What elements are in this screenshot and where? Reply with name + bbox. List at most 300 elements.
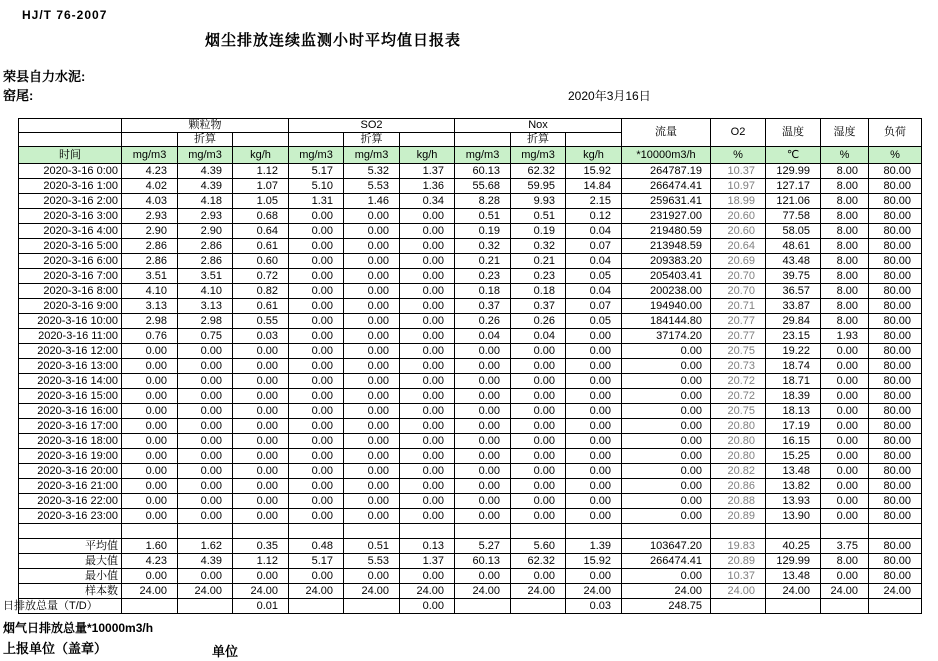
- value-cell: 0.32: [455, 239, 511, 254]
- table-row: [19, 314, 922, 329]
- value-cell: 0.00: [622, 479, 711, 494]
- summary-value: 24.00: [869, 584, 922, 599]
- page-title: 烟尘排放连续监测小时平均值日报表: [205, 32, 462, 49]
- value-cell: 0.00: [122, 404, 178, 419]
- value-cell: 0.00: [178, 509, 233, 524]
- value-cell: 8.00: [821, 299, 869, 314]
- col-header-o2: O2: [711, 119, 766, 147]
- value-cell: 129.99: [766, 164, 821, 179]
- value-cell: 0.07: [566, 239, 622, 254]
- value-cell: 0.00: [400, 344, 455, 359]
- value-cell: 18.74: [766, 359, 821, 374]
- value-cell: 0.00: [122, 479, 178, 494]
- summary-value: 5.53: [344, 554, 400, 569]
- value-cell: 80.00: [869, 224, 922, 239]
- value-cell: 20.72: [711, 389, 766, 404]
- value-cell: 127.17: [766, 179, 821, 194]
- value-cell: 0.37: [455, 299, 511, 314]
- value-cell: 231927.00: [622, 209, 711, 224]
- value-cell: 2.98: [122, 314, 178, 329]
- value-cell: 0.00: [344, 479, 400, 494]
- value-cell: 0.00: [178, 494, 233, 509]
- table-row: [19, 194, 922, 209]
- value-cell: 0.00: [344, 419, 400, 434]
- value-cell: 0.00: [455, 479, 511, 494]
- value-cell: 80.00: [869, 254, 922, 269]
- value-cell: 0.00: [233, 374, 289, 389]
- value-cell: 0.00: [400, 269, 455, 284]
- summary-value: 24.00: [233, 584, 289, 599]
- value-cell: 264787.19: [622, 164, 711, 179]
- summary-value: 24.00: [178, 584, 233, 599]
- value-cell: 0.00: [821, 359, 869, 374]
- value-cell: 0.00: [178, 464, 233, 479]
- value-cell: 80.00: [869, 434, 922, 449]
- value-cell: 0.00: [400, 224, 455, 239]
- value-cell: 0.00: [289, 254, 344, 269]
- value-cell: 0.64: [233, 224, 289, 239]
- value-cell: 20.80: [711, 449, 766, 464]
- value-cell: 0.00: [566, 479, 622, 494]
- summary-value: 1.37: [400, 554, 455, 569]
- value-cell: 55.68: [455, 179, 511, 194]
- unit-header-6: mg/m3: [455, 147, 511, 164]
- table-row: [19, 209, 922, 224]
- value-cell: 0.00: [233, 509, 289, 524]
- value-cell: 18.71: [766, 374, 821, 389]
- value-cell: 0.00: [566, 494, 622, 509]
- value-cell: 0.00: [400, 284, 455, 299]
- empty-cell: [511, 524, 566, 539]
- value-cell: 205403.41: [622, 269, 711, 284]
- summary-value: 24.00: [455, 584, 511, 599]
- value-cell: 0.68: [233, 209, 289, 224]
- value-cell: 0.00: [622, 344, 711, 359]
- summary-label: 样本数: [19, 584, 122, 599]
- empty-cell: [622, 524, 711, 539]
- time-header: 时间: [19, 147, 122, 164]
- value-cell: 36.57: [766, 284, 821, 299]
- value-cell: 0.00: [566, 389, 622, 404]
- value-cell: 0.00: [400, 464, 455, 479]
- table-row: [19, 344, 922, 359]
- value-cell: 0.00: [455, 374, 511, 389]
- value-cell: 80.00: [869, 359, 922, 374]
- value-cell: 8.00: [821, 194, 869, 209]
- value-cell: 0.18: [511, 284, 566, 299]
- value-cell: 0.00: [178, 449, 233, 464]
- value-cell: 0.00: [178, 434, 233, 449]
- value-cell: 18.13: [766, 404, 821, 419]
- summary-value: 24.00: [289, 584, 344, 599]
- value-cell: 0.00: [178, 374, 233, 389]
- value-cell: 43.48: [766, 254, 821, 269]
- value-cell: 10.97: [711, 179, 766, 194]
- daily-total-value: 0.03: [566, 599, 622, 614]
- value-cell: 0.00: [289, 284, 344, 299]
- value-cell: 0.00: [122, 494, 178, 509]
- time-cell: 2020-3-16 6:00: [19, 254, 122, 269]
- value-cell: 0.00: [178, 404, 233, 419]
- value-cell: 0.04: [566, 284, 622, 299]
- value-cell: 0.00: [511, 389, 566, 404]
- value-cell: 0.00: [289, 224, 344, 239]
- table-row: [19, 389, 922, 404]
- value-cell: 0.00: [344, 284, 400, 299]
- value-cell: 80.00: [869, 269, 922, 284]
- value-cell: 3.51: [178, 269, 233, 284]
- value-cell: 0.00: [566, 359, 622, 374]
- value-cell: 0.03: [233, 329, 289, 344]
- summary-value: 0.48: [289, 539, 344, 554]
- head-blank: [19, 133, 122, 147]
- value-cell: 0.75: [178, 329, 233, 344]
- summary-value: 40.25: [766, 539, 821, 554]
- daily-total-value: [821, 599, 869, 614]
- value-cell: 0.00: [344, 449, 400, 464]
- summary-value: 0.00: [289, 569, 344, 584]
- summary-value: 0.00: [511, 569, 566, 584]
- value-cell: 0.00: [233, 389, 289, 404]
- value-cell: 15.92: [566, 164, 622, 179]
- value-cell: 0.00: [511, 509, 566, 524]
- value-cell: 1.93: [821, 329, 869, 344]
- unit-header-9: *10000m3/h: [622, 147, 711, 164]
- summary-value: 4.39: [178, 554, 233, 569]
- value-cell: 0.00: [344, 509, 400, 524]
- unit-header-5: kg/h: [400, 147, 455, 164]
- value-cell: 0.72: [233, 269, 289, 284]
- value-cell: 0.00: [511, 419, 566, 434]
- value-cell: 20.70: [711, 284, 766, 299]
- value-cell: 0.00: [821, 509, 869, 524]
- table-row: [19, 239, 922, 254]
- value-cell: 0.00: [455, 389, 511, 404]
- value-cell: 2.86: [178, 239, 233, 254]
- value-cell: 0.00: [511, 479, 566, 494]
- value-cell: 0.00: [289, 359, 344, 374]
- value-cell: 20.60: [711, 209, 766, 224]
- time-cell: 2020-3-16 17:00: [19, 419, 122, 434]
- value-cell: 0.00: [622, 494, 711, 509]
- empty-cell: [711, 524, 766, 539]
- time-cell: 2020-3-16 9:00: [19, 299, 122, 314]
- value-cell: 0.00: [511, 494, 566, 509]
- empty-cell: [821, 524, 869, 539]
- summary-value: 0.00: [622, 569, 711, 584]
- value-cell: 0.00: [289, 299, 344, 314]
- value-cell: 5.10: [289, 179, 344, 194]
- value-cell: 1.36: [400, 179, 455, 194]
- value-cell: 0.51: [455, 209, 511, 224]
- value-cell: 13.90: [766, 509, 821, 524]
- unit-header-3: mg/m3: [289, 147, 344, 164]
- summary-value: 24.00: [622, 584, 711, 599]
- summary-value: 24.00: [766, 584, 821, 599]
- value-cell: 0.61: [233, 299, 289, 314]
- value-cell: 0.00: [122, 344, 178, 359]
- table-row: [19, 299, 922, 314]
- daily-total-value: [511, 599, 566, 614]
- unit-header-7: mg/m3: [511, 147, 566, 164]
- value-cell: 0.00: [455, 404, 511, 419]
- value-cell: 3.51: [122, 269, 178, 284]
- value-cell: 23.15: [766, 329, 821, 344]
- value-cell: 39.75: [766, 269, 821, 284]
- value-cell: 20.72: [711, 374, 766, 389]
- value-cell: 0.00: [400, 254, 455, 269]
- value-cell: 0.00: [289, 494, 344, 509]
- table-row: [19, 359, 922, 374]
- value-cell: 14.84: [566, 179, 622, 194]
- empty-cell: [400, 524, 455, 539]
- summary-value: 0.51: [344, 539, 400, 554]
- value-cell: 0.60: [233, 254, 289, 269]
- daily-total-value: [122, 599, 178, 614]
- daily-total-value: [455, 599, 511, 614]
- value-cell: 0.00: [289, 389, 344, 404]
- value-cell: 0.00: [289, 449, 344, 464]
- value-cell: 0.00: [344, 329, 400, 344]
- value-cell: 0.00: [233, 449, 289, 464]
- value-cell: 0.00: [821, 434, 869, 449]
- value-cell: 0.00: [566, 374, 622, 389]
- value-cell: 0.05: [566, 269, 622, 284]
- time-cell: 2020-3-16 11:00: [19, 329, 122, 344]
- table-row: [19, 449, 922, 464]
- monitoring-table: [3, 118, 922, 614]
- value-cell: 8.00: [821, 164, 869, 179]
- value-cell: 0.00: [622, 404, 711, 419]
- value-cell: 121.06: [766, 194, 821, 209]
- unit-header-13: %: [869, 147, 922, 164]
- value-cell: 0.00: [455, 344, 511, 359]
- value-cell: 0.00: [233, 359, 289, 374]
- value-cell: 5.17: [289, 164, 344, 179]
- value-cell: 0.00: [233, 479, 289, 494]
- time-cell: 2020-3-16 5:00: [19, 239, 122, 254]
- value-cell: 0.00: [344, 269, 400, 284]
- value-cell: 0.00: [455, 494, 511, 509]
- value-cell: 0.00: [344, 209, 400, 224]
- empty-cell: [455, 524, 511, 539]
- value-cell: 0.00: [566, 434, 622, 449]
- value-cell: 0.00: [821, 404, 869, 419]
- value-cell: 2.86: [178, 254, 233, 269]
- value-cell: 80.00: [869, 314, 922, 329]
- value-cell: 8.00: [821, 284, 869, 299]
- empty-cell: [766, 524, 821, 539]
- time-cell: 2020-3-16 10:00: [19, 314, 122, 329]
- value-cell: 0.00: [511, 374, 566, 389]
- value-cell: 0.00: [344, 224, 400, 239]
- value-cell: 62.32: [511, 164, 566, 179]
- value-cell: 0.00: [233, 404, 289, 419]
- value-cell: 1.05: [233, 194, 289, 209]
- value-cell: 0.00: [566, 419, 622, 434]
- value-cell: 0.00: [622, 419, 711, 434]
- table-row: [19, 509, 922, 524]
- value-cell: 0.00: [344, 434, 400, 449]
- time-cell: 2020-3-16 3:00: [19, 209, 122, 224]
- summary-value: 3.75: [821, 539, 869, 554]
- value-cell: 184144.80: [622, 314, 711, 329]
- reporting-unit-label: 上报单位（盖章）: [3, 641, 108, 656]
- summary-value: 24.00: [821, 584, 869, 599]
- value-cell: 80.00: [869, 389, 922, 404]
- value-cell: 0.00: [400, 209, 455, 224]
- value-cell: 0.00: [400, 494, 455, 509]
- value-cell: 80.00: [869, 479, 922, 494]
- summary-value: 0.00: [566, 569, 622, 584]
- col-header-flow: 流量: [622, 119, 711, 147]
- summary-value: 20.89: [711, 554, 766, 569]
- value-cell: 0.00: [400, 374, 455, 389]
- value-cell: 0.00: [400, 239, 455, 254]
- value-cell: 2.90: [122, 224, 178, 239]
- empty-cell: [233, 524, 289, 539]
- value-cell: 0.00: [344, 299, 400, 314]
- time-cell: 2020-3-16 20:00: [19, 464, 122, 479]
- value-cell: 0.00: [511, 344, 566, 359]
- value-cell: 18.99: [711, 194, 766, 209]
- value-cell: 0.00: [178, 389, 233, 404]
- value-cell: 0.00: [455, 464, 511, 479]
- value-cell: 80.00: [869, 374, 922, 389]
- value-cell: 0.00: [178, 359, 233, 374]
- summary-value: 60.13: [455, 554, 511, 569]
- daily-total-value: 248.75: [622, 599, 711, 614]
- value-cell: 0.55: [233, 314, 289, 329]
- value-cell: 8.00: [821, 254, 869, 269]
- empty-cell: [122, 524, 178, 539]
- summary-value: 0.13: [400, 539, 455, 554]
- value-cell: 0.04: [511, 329, 566, 344]
- table-row: [19, 494, 922, 509]
- value-cell: 80.00: [869, 404, 922, 419]
- time-cell: 2020-3-16 23:00: [19, 509, 122, 524]
- value-cell: 8.00: [821, 239, 869, 254]
- value-cell: 0.00: [344, 404, 400, 419]
- unit-header-12: %: [821, 147, 869, 164]
- value-cell: 0.32: [511, 239, 566, 254]
- time-cell: 2020-3-16 1:00: [19, 179, 122, 194]
- daily-total-row: [19, 599, 922, 614]
- head-blank: [289, 133, 344, 147]
- head-blank: [19, 119, 122, 133]
- value-cell: 2.98: [178, 314, 233, 329]
- value-cell: 80.00: [869, 329, 922, 344]
- value-cell: 20.86: [711, 479, 766, 494]
- value-cell: 80.00: [869, 464, 922, 479]
- value-cell: 0.00: [821, 344, 869, 359]
- value-cell: 2.90: [178, 224, 233, 239]
- value-cell: 2.86: [122, 254, 178, 269]
- summary-value: 0.00: [455, 569, 511, 584]
- summary-row: [19, 584, 922, 599]
- value-cell: 1.12: [233, 164, 289, 179]
- value-cell: 0.00: [233, 464, 289, 479]
- value-cell: 0.19: [511, 224, 566, 239]
- value-cell: 0.00: [344, 344, 400, 359]
- value-cell: 0.21: [455, 254, 511, 269]
- value-cell: 0.00: [289, 209, 344, 224]
- summary-value: 0.00: [400, 569, 455, 584]
- value-cell: 9.93: [511, 194, 566, 209]
- value-cell: 8.00: [821, 224, 869, 239]
- value-cell: 0.00: [455, 434, 511, 449]
- unit-header-11: ℃: [766, 147, 821, 164]
- value-cell: 0.00: [122, 374, 178, 389]
- value-cell: 0.00: [289, 419, 344, 434]
- summary-value: 103647.20: [622, 539, 711, 554]
- value-cell: 3.13: [122, 299, 178, 314]
- value-cell: 0.00: [289, 434, 344, 449]
- unit-header-8: kg/h: [566, 147, 622, 164]
- flue-gas-daily-total-note: 烟气日排放总量*10000m3/h: [3, 621, 154, 635]
- value-cell: 80.00: [869, 344, 922, 359]
- group-header-particulate: 颗粒物: [122, 119, 289, 133]
- summary-value: 0.00: [233, 569, 289, 584]
- company-name: 荣县自力水泥:: [3, 69, 86, 84]
- time-cell: 2020-3-16 7:00: [19, 269, 122, 284]
- summary-value: 24.00: [511, 584, 566, 599]
- unit-header-4: mg/m3: [344, 147, 400, 164]
- head-blank: [233, 133, 289, 147]
- summary-value: 4.23: [122, 554, 178, 569]
- value-cell: 0.00: [821, 389, 869, 404]
- value-cell: 0.00: [511, 434, 566, 449]
- value-cell: 0.00: [344, 374, 400, 389]
- summary-value: 1.39: [566, 539, 622, 554]
- unit-header-0: mg/m3: [122, 147, 178, 164]
- report-date: 2020年3月16日: [568, 89, 651, 103]
- value-cell: 20.71: [711, 299, 766, 314]
- time-cell: 2020-3-16 21:00: [19, 479, 122, 494]
- value-cell: 0.51: [511, 209, 566, 224]
- time-cell: 2020-3-16 14:00: [19, 374, 122, 389]
- value-cell: 0.00: [566, 509, 622, 524]
- value-cell: 0.00: [511, 449, 566, 464]
- summary-value: 5.60: [511, 539, 566, 554]
- value-cell: 20.77: [711, 314, 766, 329]
- group-header-nox: Nox: [455, 119, 622, 133]
- summary-value: 0.00: [122, 569, 178, 584]
- value-cell: 80.00: [869, 419, 922, 434]
- value-cell: 3.13: [178, 299, 233, 314]
- value-cell: 0.00: [821, 479, 869, 494]
- table-row: [19, 404, 922, 419]
- value-cell: 219480.59: [622, 224, 711, 239]
- daily-total-value: [766, 599, 821, 614]
- value-cell: 209383.20: [622, 254, 711, 269]
- value-cell: 0.26: [455, 314, 511, 329]
- summary-row: [19, 554, 922, 569]
- value-cell: 0.23: [455, 269, 511, 284]
- value-cell: 0.00: [400, 419, 455, 434]
- value-cell: 80.00: [869, 179, 922, 194]
- value-cell: 0.00: [455, 419, 511, 434]
- value-cell: 0.00: [622, 359, 711, 374]
- value-cell: 4.02: [122, 179, 178, 194]
- time-cell: 2020-3-16 19:00: [19, 449, 122, 464]
- table-row: [19, 269, 922, 284]
- value-cell: 0.05: [566, 314, 622, 329]
- value-cell: 80.00: [869, 164, 922, 179]
- value-cell: 0.76: [122, 329, 178, 344]
- summary-value: 24.00: [400, 584, 455, 599]
- summary-value: 5.27: [455, 539, 511, 554]
